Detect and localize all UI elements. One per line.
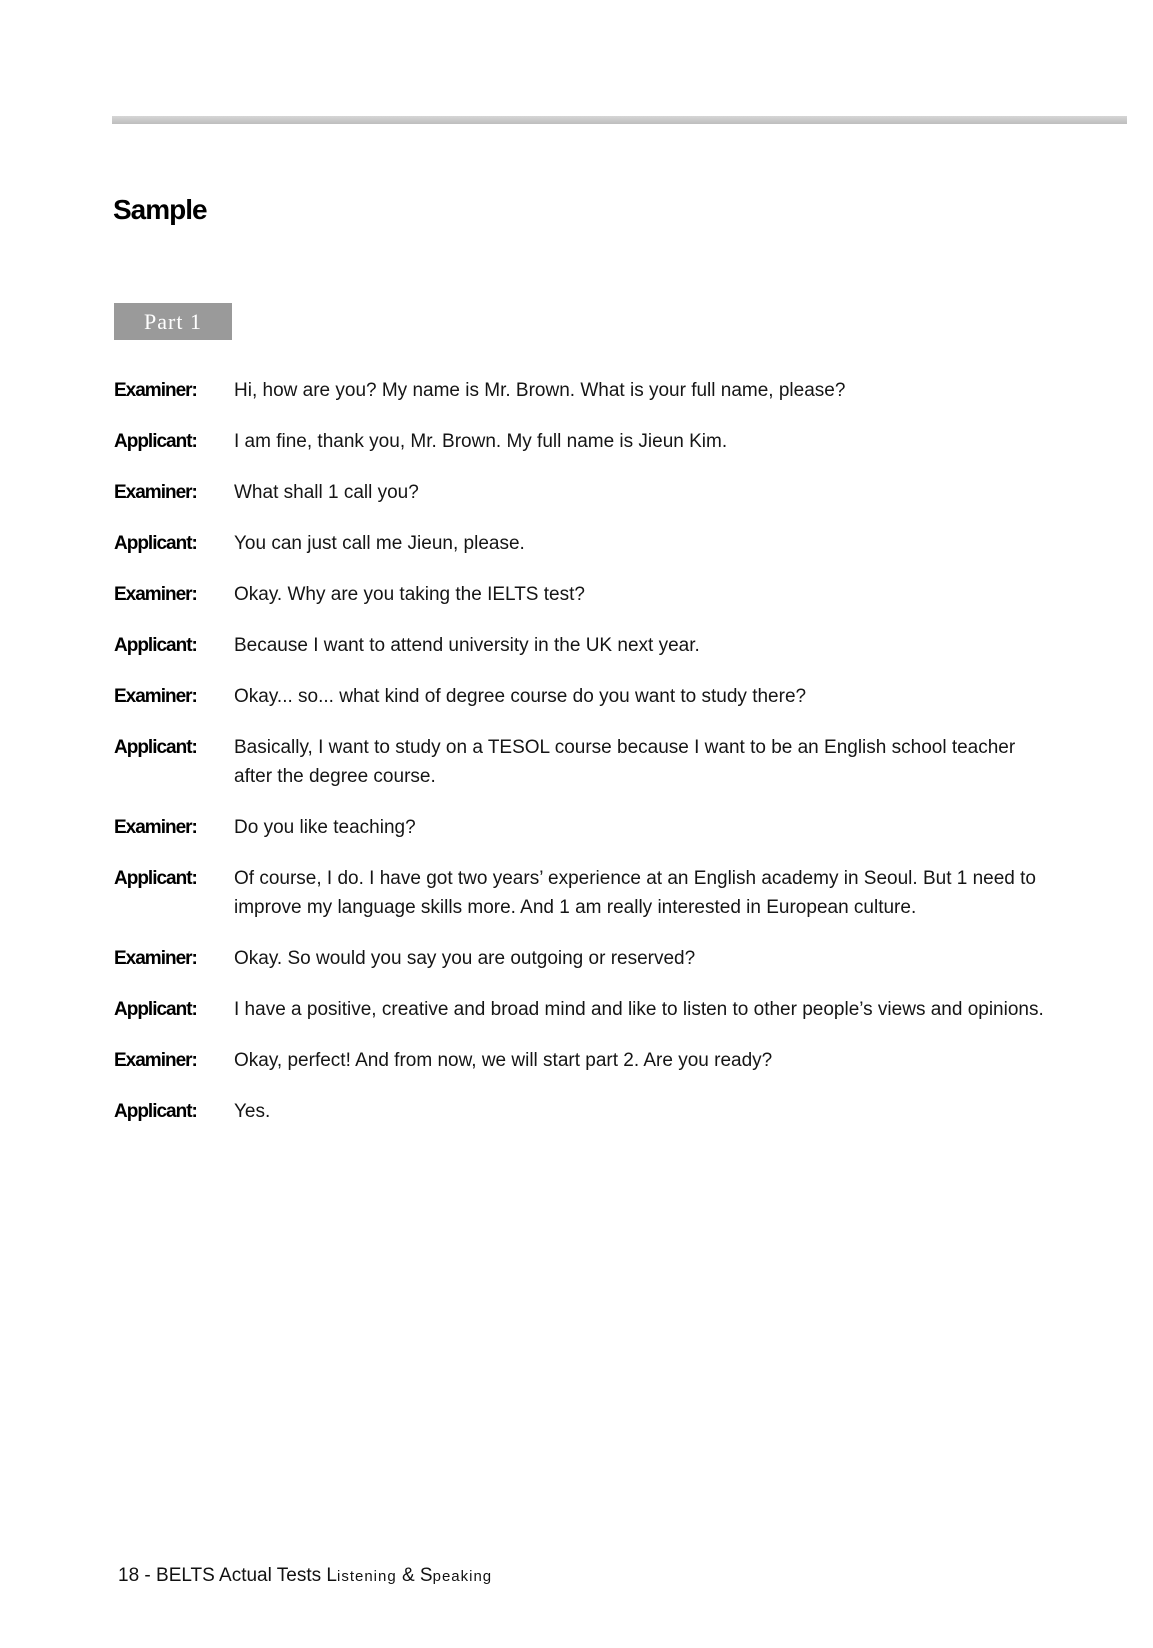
utterance-text: Okay... so... what kind of degree course do you want to study there? (234, 686, 807, 707)
utterance-text: What shall 1 call you? (234, 482, 419, 503)
utterance-text: I have a positive, creative and broad mind and like to listen to other people’s views and opinions. (234, 999, 1044, 1020)
dialogue-turn (114, 1046, 1044, 1075)
dialogue-turn (114, 1097, 1044, 1126)
dialogue-turn (114, 529, 1044, 558)
speaker-label: Examiner: (114, 584, 197, 605)
dialogue-turn (114, 478, 1044, 507)
dialogue-turn (114, 427, 1044, 456)
dialogue-turn (114, 580, 1044, 609)
speaker-label: Applicant: (114, 737, 197, 758)
utterance-text: You can just call me Jieun, please. (234, 533, 525, 554)
footer-l-rest: istening (336, 1568, 397, 1585)
speaker-label: Applicant: (114, 868, 197, 889)
page-footer (118, 1565, 492, 1587)
utterance-text: Hi, how are you? My name is Mr. Brown. What is your full name, please? (234, 380, 846, 401)
dialogue (114, 376, 1044, 1148)
dialogue-turn (114, 733, 1044, 791)
utterance-text: I am fine, thank you, Mr. Brown. My full name is Jieun Kim. (234, 431, 728, 452)
footer-s-initial: S (419, 1565, 433, 1586)
utterance-text: Okay. So would you say you are outgoing or reserved? (234, 948, 696, 969)
top-rule (112, 116, 1127, 124)
speaker-label: Applicant: (114, 1101, 197, 1122)
section-title: Sample (113, 194, 207, 225)
dialogue-turn (114, 631, 1044, 660)
dialogue-turn (114, 682, 1044, 711)
footer-page-prefix: 18 - BELTS Actual Tests (118, 1565, 327, 1586)
speaker-label: Examiner: (114, 686, 197, 707)
speaker-label: Applicant: (114, 999, 197, 1020)
footer-ampersand: & (396, 1565, 420, 1586)
utterance-text: Okay, perfect! And from now, we will start part 2. Are you ready? (234, 1050, 773, 1071)
speaker-label: Examiner: (114, 948, 197, 969)
speaker-label: Examiner: (114, 817, 197, 838)
footer-l-initial: L (326, 1565, 337, 1586)
speaker-label: Applicant: (114, 635, 197, 656)
utterance-text: Yes. (234, 1101, 271, 1122)
utterance-text: Do you like teaching? (234, 817, 416, 838)
dialogue-turn (114, 944, 1044, 973)
dialogue-turn (114, 376, 1044, 405)
speaker-label: Applicant: (114, 431, 197, 452)
dialogue-turn (114, 995, 1044, 1024)
utterance-text: Okay. Why are you taking the IELTS test? (234, 584, 585, 605)
speaker-label: Applicant: (114, 533, 197, 554)
utterance-text: Because I want to attend university in the UK next year. (234, 635, 700, 656)
utterance-text: Basically, I want to study on a TESOL course because I want to be an English school teacher after the degree course. (234, 737, 1016, 787)
speaker-label: Examiner: (114, 380, 197, 401)
speaker-label: Examiner: (114, 482, 197, 503)
footer-s-rest: peaking (432, 1568, 493, 1585)
dialogue-turn (114, 864, 1044, 922)
utterance-text: Of course, I do. I have got two years’ experience at an English academy in Seoul. But 1 need to improve my language skills more. And 1 am really interested in European culture. (234, 868, 1036, 918)
speaker-label: Examiner: (114, 1050, 197, 1071)
dialogue-turn (114, 813, 1044, 842)
part-badge: Part 1 (114, 303, 232, 340)
